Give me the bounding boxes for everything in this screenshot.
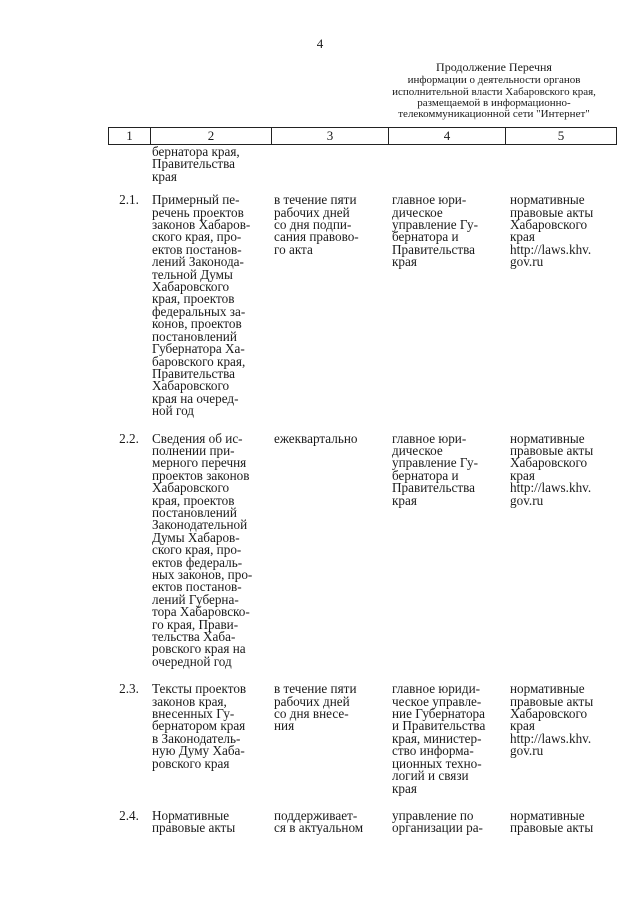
continuation-title: Продолжение Перечня: [436, 60, 552, 74]
table-body: [0, 146, 640, 850]
carry-over-name: бернатора края, Правительства края: [152, 144, 240, 184]
column-header-row: [109, 128, 617, 145]
row-location: нормативные правовые акты: [510, 807, 594, 836]
row-location: нормативные правовые акты Хабаровского края http://laws.khv. gov.ru: [510, 430, 594, 508]
row-location: нормативные правовые акты Хабаровского края http://laws.khv. gov.ru: [510, 192, 594, 270]
carry-over-number: [108, 146, 150, 183]
column-header-table: [108, 127, 617, 145]
row-period: поддерживает- ся в актуальном: [274, 807, 364, 836]
table-row: [0, 430, 640, 669]
row-info-name: Тексты проектов законов края, внесенных Гу- бернатором края в Законодатель- ную Думу Хаба- ровского края: [152, 681, 247, 771]
row-responsible: главное юриди- ческое управле- ние Губернатора и Правительства края, министер- ство информа- ционных техно- логий и связи края: [392, 681, 486, 796]
row-number: 2.3.: [119, 681, 139, 697]
row-number: 2.2.: [119, 430, 139, 446]
column-header-5: 5: [506, 128, 617, 145]
column-header-3: 3: [272, 128, 389, 145]
row-info-name: Примерный пе- речень проектов законов Хабаров- ского края, про- ектов постанов- лений Законода- тельной Думы Хабаровского края, проектов федеральных за- конов, проектов постановлений Губернатора Ха- баровского края, Правительства Хабаровского края на очеред- ной год: [152, 192, 251, 419]
row-responsible: главное юри- дическое управление Гу- бернатора и Правительства края: [392, 430, 478, 508]
continuation-note: [378, 62, 610, 120]
column-header-4: 4: [389, 128, 506, 145]
row-number: 2.4.: [119, 807, 139, 823]
row-responsible: главное юри- дическое управление Гу- бернатора и Правительства края: [392, 192, 478, 270]
table-row: [0, 683, 640, 795]
table-row: [0, 807, 640, 836]
row-period: в течение пяти рабочих дней со дня внесе- ния: [274, 681, 357, 734]
table-row: [0, 194, 640, 417]
row-info-name: Сведения об ис- полнении при- мерного перечня проектов законов Хабаровского края, проектов постановлений Законодательной Думы Хабаров- ского края, про- ектов федераль- ных законов, про- ектов постанов- лений Губерна- тора Хабаровско- го края, Прави- тельства Хаба- ровского края на очередной год: [152, 430, 253, 669]
row-number: 2.1.: [119, 192, 139, 208]
page-number: 4: [316, 36, 324, 51]
row-period: в течение пяти рабочих дней со дня подпи- сания правово- го акта: [274, 192, 359, 257]
column-header-1: 1: [109, 128, 151, 145]
row-period: ежеквартально: [274, 430, 358, 446]
column-header-2: 2: [151, 128, 272, 145]
row-info-name: Нормативные правовые акты: [152, 807, 236, 836]
carry-over-row: [0, 146, 640, 183]
row-responsible: управление по организации ра-: [392, 807, 483, 836]
continuation-text: информации о деятельности органов исполнительной власти Хабаровского края, размещаемой в информационно-телекоммуникационной сети "Интернет": [392, 74, 596, 121]
row-location: нормативные правовые акты Хабаровского края http://laws.khv. gov.ru: [510, 681, 594, 759]
